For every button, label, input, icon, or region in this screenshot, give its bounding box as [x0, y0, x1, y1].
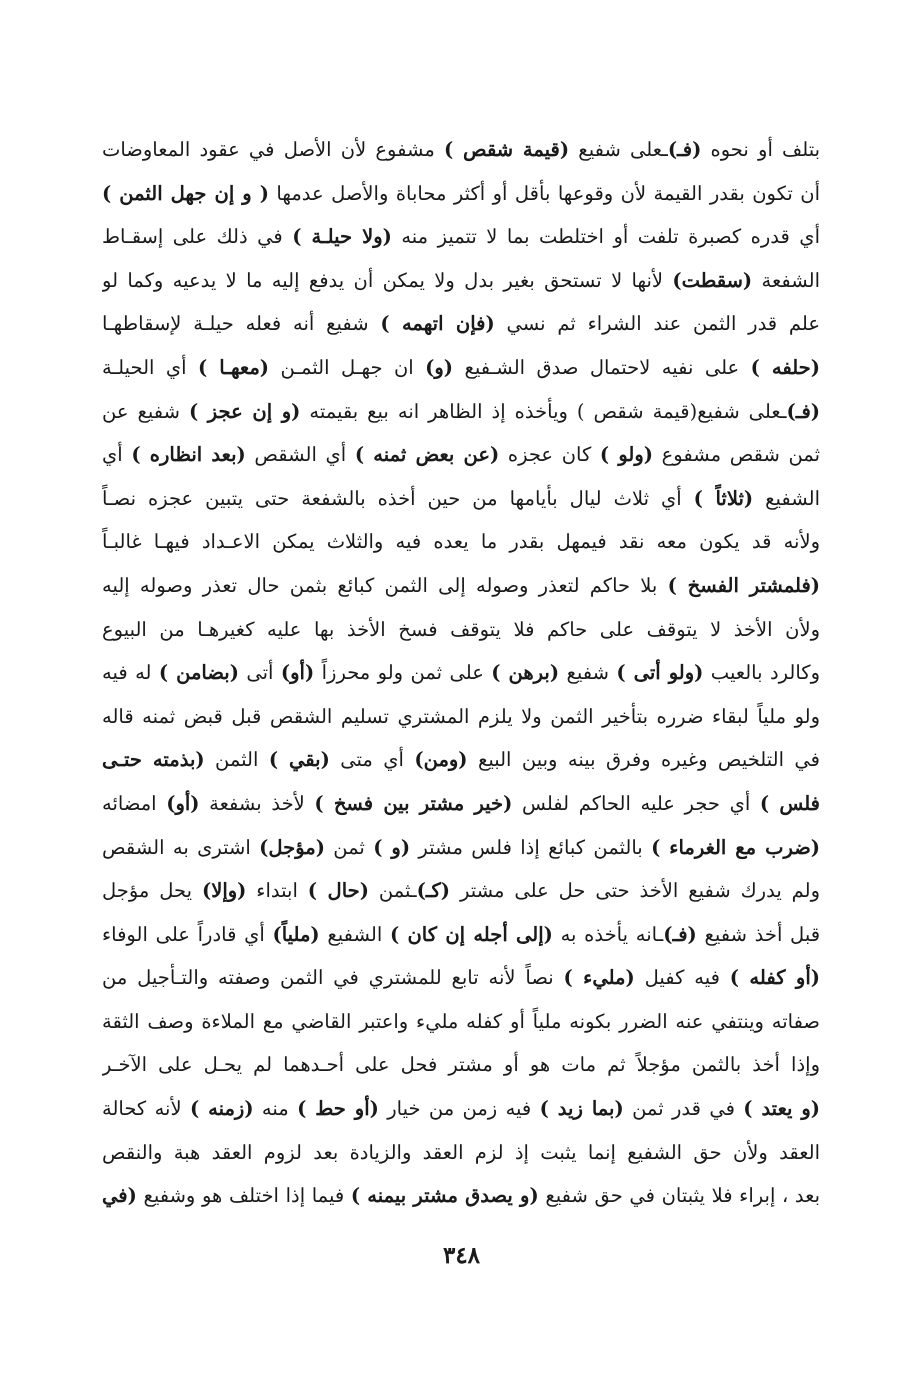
bold-term: (و ) — [373, 835, 411, 859]
bold-term: (و إن عجز ) — [188, 399, 301, 423]
text-run: الثمن — [204, 748, 269, 772]
bold-term: (حلفه ) — [750, 355, 820, 379]
bold-term: (ولو أتى ) — [616, 661, 704, 685]
text-line — [102, 651, 820, 695]
text-run: لأنه كحالة — [102, 1097, 190, 1121]
text-line — [102, 782, 820, 826]
text-line — [102, 1043, 820, 1087]
text-run: ولأنه قد يكون معه نقد فيمهل بقدر ما يعده فيه والثلاث يمكن الاعـداد فيهـا غالبـاً — [102, 530, 820, 554]
text-line — [102, 1131, 820, 1175]
text-run: أي الشقص — [245, 443, 355, 467]
text-run: أي قادراً على الوفاء — [102, 922, 273, 946]
text-run: الشفيع — [753, 486, 820, 510]
text-run: ـانه يأخذه به — [552, 922, 664, 946]
text-run: بتلف أو نحوه — [701, 138, 820, 161]
bold-term: (وإلا) — [201, 879, 247, 903]
text-line — [102, 1000, 820, 1044]
text-run: ان جهـل الثمـن — [269, 355, 426, 379]
bold-term: (بما زيد ) — [539, 1097, 624, 1121]
text-run: ـثمن — [368, 879, 417, 903]
bold-term: (مؤجل) — [259, 835, 325, 859]
text-run: امضائه — [102, 791, 167, 815]
bold-term: (فـ) — [667, 138, 702, 161]
text-run: أي ثلاث ليال بأيامها من حين أخذه بالشفعة حتى يتبين عجزه نصـاً — [102, 486, 694, 510]
text-line — [102, 913, 820, 957]
bold-term: (فـ) — [786, 399, 820, 423]
text-run: فيه كفيل — [634, 966, 730, 990]
text-line — [102, 608, 820, 652]
bold-term: (زمنه ) — [189, 1097, 254, 1121]
bold-term: (فلمشتر الفسخ ) — [667, 573, 820, 597]
text-run: في ذلك على إسقـاط — [102, 225, 293, 249]
text-run: أي حجر عليه الحاكم لفلس — [512, 791, 760, 815]
text-run: له فيه — [102, 661, 159, 685]
text-run: وكالرد بالعيب — [703, 661, 820, 685]
bold-term: (ملياً) — [272, 922, 320, 946]
text-run: فيما إذا اختلف هو وشفيع — [136, 1184, 351, 1208]
text-run: صفاته وينتفي عنه الضرر بكونه ملياً أو كفله مليء واعتبر القاضي مع الملاءة وصف الثقة — [102, 1009, 820, 1033]
text-run: شفيع عن — [102, 399, 189, 423]
text-run: على نفيه لاحتمال صدق الشـفيع — [453, 355, 751, 379]
bold-term: (كـ) — [416, 879, 451, 903]
bold-term: (ثلاثاً ) — [693, 486, 754, 510]
text-run: ـعلى شفيع(قيمة شقص ) ويأخذه إذ الظاهر انه بيع بقيمته — [300, 399, 787, 423]
text-run: ـعلى شفيع — [569, 138, 668, 161]
text-run: أي متى — [329, 748, 415, 772]
bold-term: (و) — [425, 355, 454, 379]
text-run: ابتداء — [246, 879, 308, 903]
text-run: وإذا أخذ بالثمن مؤجلاً ثم مات هو أو مشتر فحل على أحـدهما لم يحـل على الآخـر — [102, 1053, 820, 1077]
bold-term: (برهن ) — [491, 661, 560, 685]
bold-term: (في — [102, 1184, 137, 1208]
text-line — [102, 564, 820, 608]
text-line — [102, 346, 820, 390]
text-line — [102, 433, 820, 477]
bold-term: (سقطت) — [672, 268, 753, 292]
bold-term: (خير مشتر بين فسخ ) — [314, 791, 513, 815]
text-line — [102, 477, 820, 521]
text-line — [102, 826, 820, 870]
text-run: منه — [253, 1097, 298, 1121]
text-run: أي — [102, 443, 132, 467]
text-line — [102, 172, 820, 216]
bold-term: (حال ) — [307, 879, 369, 903]
text-run: ولو ملياً لبقاء ضرره بتأخير الثمن ولا يلزم المشتري تسليم الشقص قبل قبض ثمنه قاله — [102, 704, 820, 728]
text-run: ثمن شقص مشفوع — [653, 443, 820, 467]
text-run: بعد ، إبراء فلا يثبتان في حق شفيع — [538, 1184, 820, 1208]
bold-term: (قيمة شقص ) — [444, 138, 570, 161]
text-run: ثمن — [324, 835, 374, 859]
bold-term: (بذمته حتـى — [102, 748, 205, 772]
text-run: كان عجزه — [499, 443, 600, 467]
text-run: على ثمن ولو محرزاً — [314, 661, 492, 685]
bold-term: (أو) — [166, 791, 200, 815]
text-run: شفيع أنه فعله حيلـة لإسقاطهـا — [102, 312, 381, 336]
text-run: مشفوع لأن الأصل في عقود المعاوضات — [102, 138, 445, 161]
bold-term: (ولا حيلـة ) — [292, 225, 392, 249]
text-line — [102, 390, 820, 434]
text-run: أتى — [238, 661, 281, 685]
text-run: أي قدره كصبرة تلفت أو اختلطت بما لا تتميز منه — [391, 225, 820, 249]
text-line — [102, 215, 820, 259]
text-line — [102, 869, 820, 913]
text-line — [102, 302, 820, 346]
bold-term: (أو حط ) — [297, 1097, 379, 1121]
bold-term: (إلى أجله إن كان ) — [389, 922, 553, 946]
body-text — [102, 128, 820, 1218]
text-run: ولم يدرك شفيع الأخذ حتى حل على مشتر — [450, 879, 820, 903]
bold-term: (بقي ) — [268, 748, 330, 772]
text-run: بلا حاكم لتعذر وصوله إلى الثمن كبائع بثمن حال تعذر وصوله إليه — [102, 573, 668, 597]
bold-term: (أو كفله ) — [729, 966, 820, 990]
text-line — [102, 1087, 820, 1131]
text-line — [102, 738, 820, 782]
bold-term: (ضرب مع الغرماء ) — [651, 835, 820, 859]
bold-term: (ولو ) — [599, 443, 654, 467]
text-run: قبل أخذ شفيع — [696, 922, 820, 946]
text-run: شفيع — [559, 661, 617, 685]
text-line — [102, 520, 820, 564]
text-run: اشترى به الشقص — [102, 835, 260, 859]
bold-term: (بعد انظاره ) — [131, 443, 246, 467]
bold-term: (و يعتد ) — [743, 1097, 820, 1121]
text-run: فيه زمن من خيار — [378, 1097, 540, 1121]
bold-term: (مليء ) — [563, 966, 635, 990]
text-run: في التلخيص وغيره وفرق بينه وبين البيع — [467, 748, 820, 772]
bold-term: ( و إن جهل الثمن ) — [102, 181, 269, 205]
text-run: الشفعة — [752, 268, 820, 292]
text-run: لأخذ بشفعة — [199, 791, 315, 815]
text-run: بالثمن كبائع إذا فلس مشتر — [410, 835, 652, 859]
bold-term: (معهـا ) — [198, 355, 270, 379]
text-run: لأنها لا تستحق بغير بدل ولا يمكن أن يدفع إليه ما لا يدعيه وكما لو — [102, 268, 673, 292]
text-run: في قدر ثمن — [623, 1097, 744, 1121]
text-line — [102, 956, 820, 1000]
bold-term: (فإن اتهمه ) — [380, 312, 495, 336]
bold-term: فلس ) — [759, 791, 820, 815]
text-line — [102, 259, 820, 303]
bold-term: (بضامن ) — [158, 661, 239, 685]
bold-term: (و يصدق مشتر بيمنه ) — [350, 1184, 539, 1208]
text-line — [102, 128, 820, 172]
bold-term: (فـ) — [663, 922, 697, 946]
text-run: أي الحيلـة — [102, 355, 199, 379]
text-line — [102, 695, 820, 739]
bold-term: (أو) — [280, 661, 315, 685]
text-run: العقد ولأن حق الشفيع إنما يثبت إذ لزم العقد والزيادة بعد لزوم العقد هبة والنقص — [102, 1140, 820, 1164]
text-run: علم قدر الثمن عند الشراء ثم نسي — [494, 312, 820, 336]
text-run: يحل مؤجل — [102, 879, 202, 903]
text-run: أن تكون بقدر القيمة لأن وقوعها بأقل أو أكثر محاباة والأصل عدمها — [268, 181, 820, 205]
bold-term: (عن بعض ثمنه ) — [354, 443, 500, 467]
text-run: ولأن الأخذ لا يتوقف على حاكم فلا يتوقف فسخ الأخذ بها عليه كغيرهـا من البيوع — [102, 617, 820, 641]
text-run: الشفيع — [319, 922, 390, 946]
text-run: نصاً لأنه تابع للمشتري في الثمن وصفته والتـأجيل من — [102, 966, 564, 990]
bold-term: (ومن) — [414, 748, 468, 772]
text-line — [102, 1174, 820, 1218]
page-number: ٣٤٨ — [442, 1242, 481, 1269]
